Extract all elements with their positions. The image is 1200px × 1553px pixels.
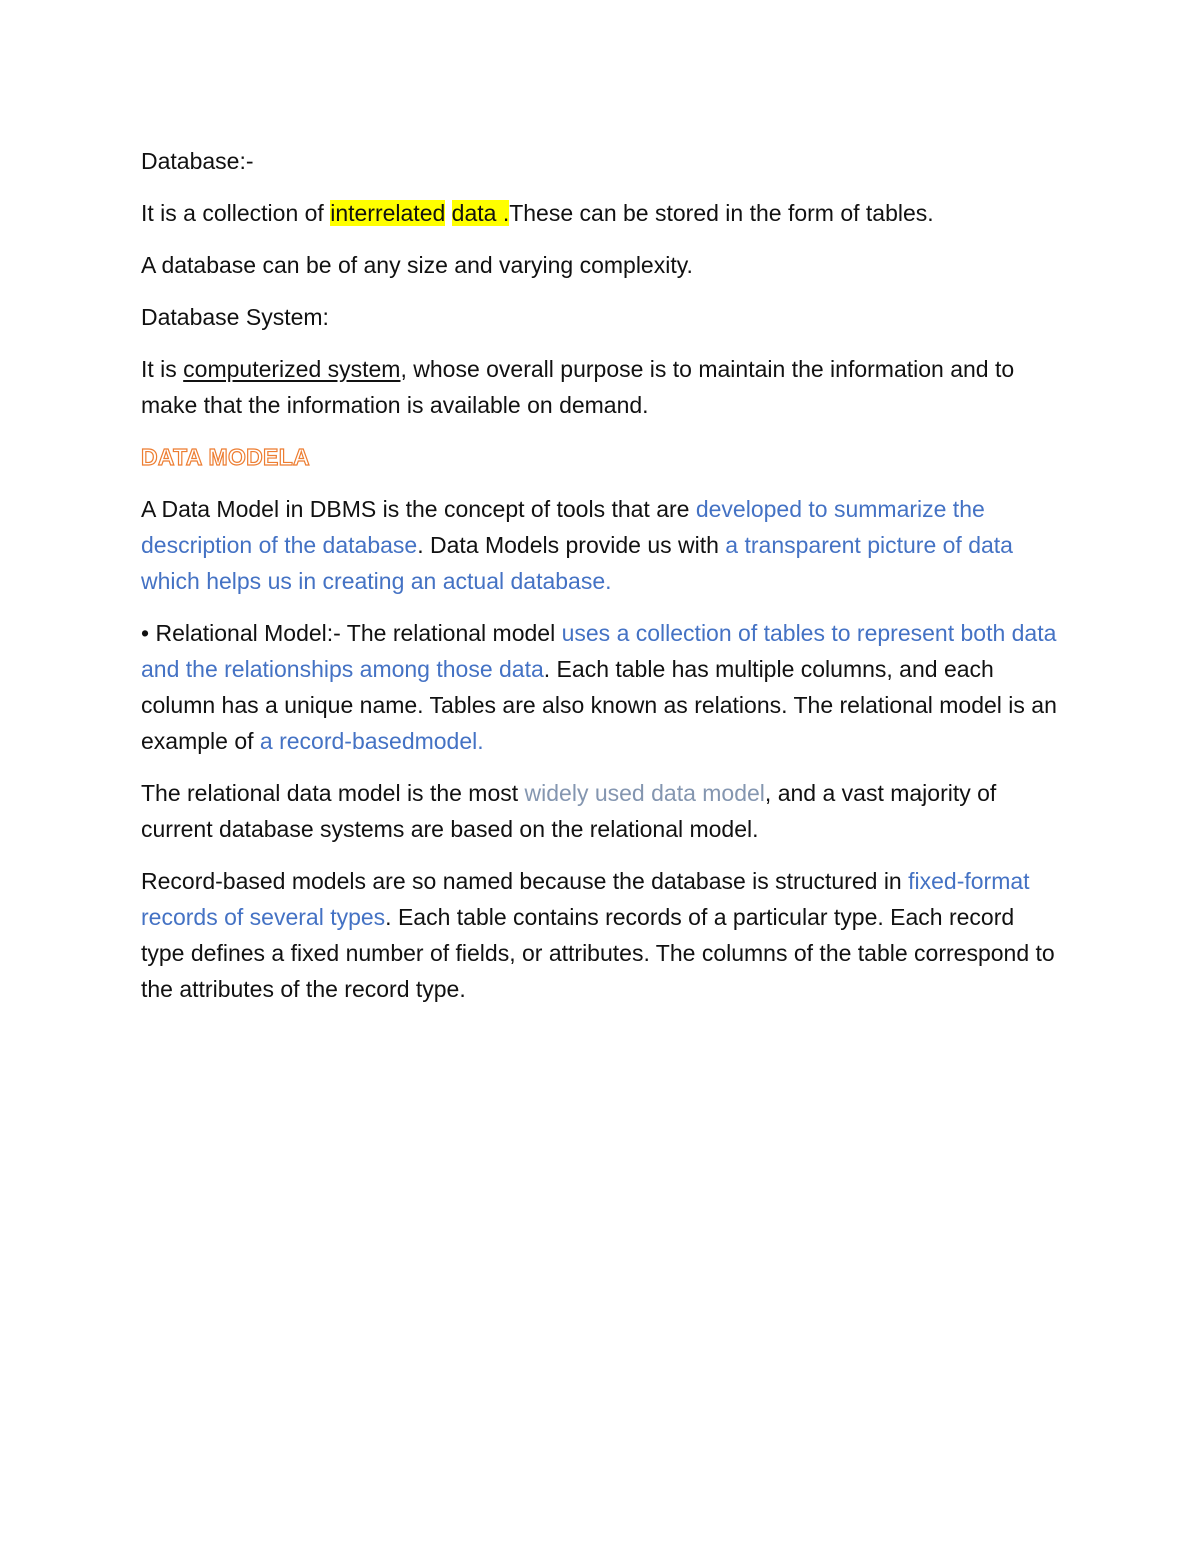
text-run: . Each table contains records of a particular type. Each record type defines a fixed number of fields, or attributes. The columns of the table correspond to the attributes of the record type. xyxy=(141,904,1055,1002)
highlighted-term-data: data . xyxy=(451,200,510,226)
relational-model-paragraph xyxy=(141,615,1061,759)
blue-text-run: fixed-format records of several types xyxy=(141,868,1030,930)
text-run: The relational data model is the most xyxy=(141,780,525,806)
database-system-heading: Database System: xyxy=(141,304,329,330)
document-body xyxy=(141,143,1061,1023)
gray-blue-text-run: widely used data model xyxy=(524,780,765,806)
data-model-heading: DATA MODELA xyxy=(141,444,310,470)
database-size-paragraph: A database can be of any size and varying complexity. xyxy=(141,252,693,278)
text-run xyxy=(445,200,451,226)
text-run: It is xyxy=(141,356,184,382)
text-run: . Data Models provide us with xyxy=(417,532,726,558)
database-heading: Database:- xyxy=(141,148,254,174)
blue-text-run: uses a collection of tables to represent both data and the relationships among those data xyxy=(141,620,1057,682)
text-run: Relational Model:- The relational model xyxy=(155,620,562,646)
text-run: Record-based models are so named because the database is structured in xyxy=(141,868,909,894)
database-system-paragraph xyxy=(141,351,1061,423)
database-definition-paragraph xyxy=(141,195,1061,231)
blue-text-run: developed to summarize the description of the database xyxy=(141,496,985,558)
text-run: , whose overall purpose is to maintain the information and to make that the information is available on demand. xyxy=(141,356,1015,418)
text-run: . Each table has multiple columns, and each column has a unique name. Tables are also known as relations. The relational model is an example of xyxy=(141,656,1057,754)
underlined-term: computerized system xyxy=(183,356,401,382)
text-run: , and a vast majority of current database systems are based on the relational model. xyxy=(141,780,997,842)
highlighted-term-interrelated: interrelated xyxy=(330,200,446,226)
record-based-paragraph xyxy=(141,863,1061,1007)
blue-text-run: a record-basedmodel. xyxy=(259,728,484,754)
data-model-paragraph xyxy=(141,491,1061,599)
blue-text-run: a transparent picture of data which helps us in creating an actual database. xyxy=(141,532,1013,594)
text-run: It is a collection of xyxy=(141,200,331,226)
text-run: These can be stored in the form of tables. xyxy=(509,200,934,226)
text-run: A Data Model in DBMS is the concept of tools that are xyxy=(141,496,696,522)
relational-usage-paragraph xyxy=(141,775,1061,847)
bullet-icon: • xyxy=(141,620,156,646)
